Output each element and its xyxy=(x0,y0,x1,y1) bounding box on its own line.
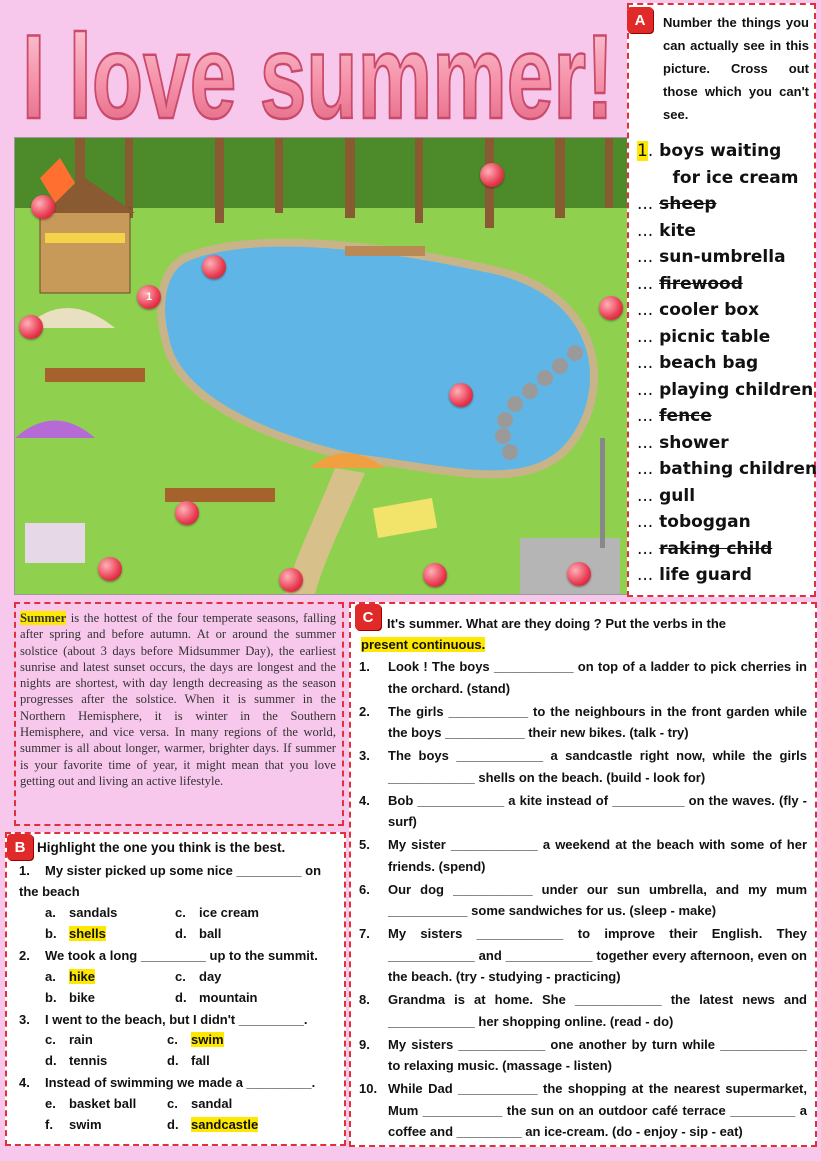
exercise-item[interactable]: 1. Look ! The boys ___________ on top of a ladder to pick cherries in the orchard. (stand) xyxy=(359,659,807,696)
summer-keyword: Summer xyxy=(20,611,67,625)
option[interactable]: c. rain xyxy=(45,1032,93,1047)
section-c-badge: C xyxy=(355,604,381,630)
question-4: 4. Instead of swimming we made a _________. xyxy=(19,1075,316,1090)
option[interactable]: d. mountain xyxy=(175,990,258,1005)
marker-pin[interactable] xyxy=(19,315,43,339)
section-b-instructions: Highlight the one you think is the best. xyxy=(37,840,286,855)
list-item[interactable]: ... playing children xyxy=(637,379,814,400)
list-item[interactable]: ... cooler box xyxy=(637,300,760,320)
exercise-item[interactable]: 9. My sisters ____________ one another by turn while ____________ to relaxing music. (massage - listen) xyxy=(359,1036,807,1073)
option[interactable]: d. sandcastle xyxy=(167,1117,259,1132)
list-item[interactable]: ... shower xyxy=(637,432,729,453)
exercise-item[interactable]: 4. Bob ____________ a kite instead of __________ on the waves. (fly - surf) xyxy=(359,792,807,829)
option[interactable]: d. ball xyxy=(175,926,222,941)
summer-body: is the hottest of the four temperate seasons, falling after spring and before autumn. At or around the summer solstice (about 3 days before Midsummer Day), the earliest sunrise and latest sunset occurs, the days are longest and the nights are shortest, with day length decreasing as the season progresses after the solstice. When it is summer in the Northern Hemisphere, it is winter in the Southern Hemisphere, and vice versa. In many regions of the world, summer is all about longer, warmer, brighter days. If summer is your favorite time of year, it might mean that you love getting out and living an active lifestyle. xyxy=(20,611,336,788)
summer-paragraph xyxy=(20,610,336,789)
list-item-continuation: for ice cream xyxy=(672,167,799,188)
list-item[interactable]: ... sun-umbrella xyxy=(637,247,786,267)
marker-pin[interactable] xyxy=(423,563,447,587)
section-c-tense-highlight: present continuous. xyxy=(361,637,486,652)
exercise-item[interactable]: 5. My sister ____________ a weekend at the beach with some of her friends. (spend) xyxy=(359,837,807,874)
list-item[interactable]: ... firewood xyxy=(637,273,743,294)
section-c-exercise-list xyxy=(359,656,807,1144)
exercise-item[interactable]: 8. Grandma is at home. She ____________ the latest news and ____________ her shopping online. (read - do) xyxy=(359,992,807,1029)
option[interactable]: c. day xyxy=(175,969,222,984)
list-item[interactable]: ... toboggan xyxy=(637,512,751,532)
marker-pin[interactable] xyxy=(279,568,303,592)
question-3: 3. I went to the beach, but I didn't _________. xyxy=(19,1012,308,1027)
option[interactable]: a. hike xyxy=(45,969,96,984)
list-item[interactable]: ... gull xyxy=(637,485,696,506)
marker-pin[interactable] xyxy=(98,557,122,581)
section-a-instructions: Number the things you can actually see in this picture. Cross out those which you can't see. xyxy=(663,15,809,122)
section-c-instruction-text: It's summer. What are they doing ? Put the verbs in the xyxy=(387,616,726,631)
title-text: I love summer! xyxy=(22,10,614,135)
marker-pin[interactable] xyxy=(567,562,591,586)
list-item[interactable]: ... life guard xyxy=(637,565,752,585)
worksheet-title xyxy=(18,0,618,135)
marker-pin-numbered[interactable]: 1 xyxy=(137,285,161,309)
summer-scene-picture xyxy=(14,137,628,595)
list-item[interactable]: ... sheep xyxy=(637,194,717,214)
list-item[interactable]: ... fence xyxy=(637,406,712,426)
option[interactable]: a. sandals xyxy=(45,905,118,920)
option[interactable]: c. sandal xyxy=(167,1096,233,1111)
section-a-list xyxy=(637,138,817,589)
marker-pin[interactable] xyxy=(480,163,504,187)
list-item[interactable]: ... kite xyxy=(637,220,696,241)
section-a-badge: A xyxy=(627,7,653,33)
exercise-item[interactable]: 10. While Dad ___________ the shopping at the nearest supermarket, Mum ___________ the sun on an outdoor café terrace _________ a coffee and _________ an ice-cream. (do - enjoy - sip - eat) xyxy=(359,1081,807,1139)
question-1: 1. My sister picked up some nice _________ on the beach xyxy=(19,863,322,899)
list-item[interactable]: ... bathing children xyxy=(637,459,818,479)
option[interactable]: c. swim xyxy=(167,1032,224,1047)
list-item[interactable]: ... raking child xyxy=(637,538,773,559)
option[interactable]: b. shells xyxy=(45,926,106,941)
option[interactable]: f. swim xyxy=(45,1117,102,1132)
section-b-badge: B xyxy=(7,834,33,860)
list-item[interactable]: ... picnic table xyxy=(637,326,771,347)
marker-pin[interactable] xyxy=(31,195,55,219)
summer-info-box xyxy=(14,602,344,826)
option[interactable]: b. bike xyxy=(45,990,96,1005)
option[interactable]: d. tennis xyxy=(45,1053,108,1068)
exercise-item[interactable]: 3. The boys ____________ a sandcastle right now, while the girls ____________ shells on the beach. (build - look for) xyxy=(359,748,807,785)
exercise-item[interactable]: 7. My sisters ____________ to improve their English. They ____________ and ____________ together every afternoon, even on the beach. (try - studying - practicing) xyxy=(359,926,807,984)
list-item[interactable]: ... beach bag xyxy=(637,353,759,373)
option[interactable]: d. fall xyxy=(167,1053,210,1068)
section-c-panel xyxy=(349,602,817,1147)
marker-pin[interactable] xyxy=(175,501,199,525)
section-c-instructions xyxy=(361,613,807,655)
exercise-item[interactable]: 6. Our dog ___________ under our sun umbrella, and my mum ___________ some sandwiches for us. (sleep - make) xyxy=(359,881,807,918)
list-item[interactable]: 1. boys waiting xyxy=(637,141,782,161)
exercise-item[interactable]: 2. The girls ___________ to the neighbours in the front garden while the boys ___________ their new bikes. (talk - try) xyxy=(359,703,807,740)
option[interactable]: e. basket ball xyxy=(45,1096,137,1111)
section-b-panel xyxy=(5,832,346,1146)
option[interactable]: c. ice cream xyxy=(175,905,259,920)
marker-pin[interactable] xyxy=(202,255,226,279)
marker-pin[interactable] xyxy=(449,383,473,407)
question-2: 2. We took a long _________ up to the summit. xyxy=(19,948,318,963)
marker-pin[interactable] xyxy=(599,296,623,320)
section-a-panel xyxy=(627,3,816,597)
